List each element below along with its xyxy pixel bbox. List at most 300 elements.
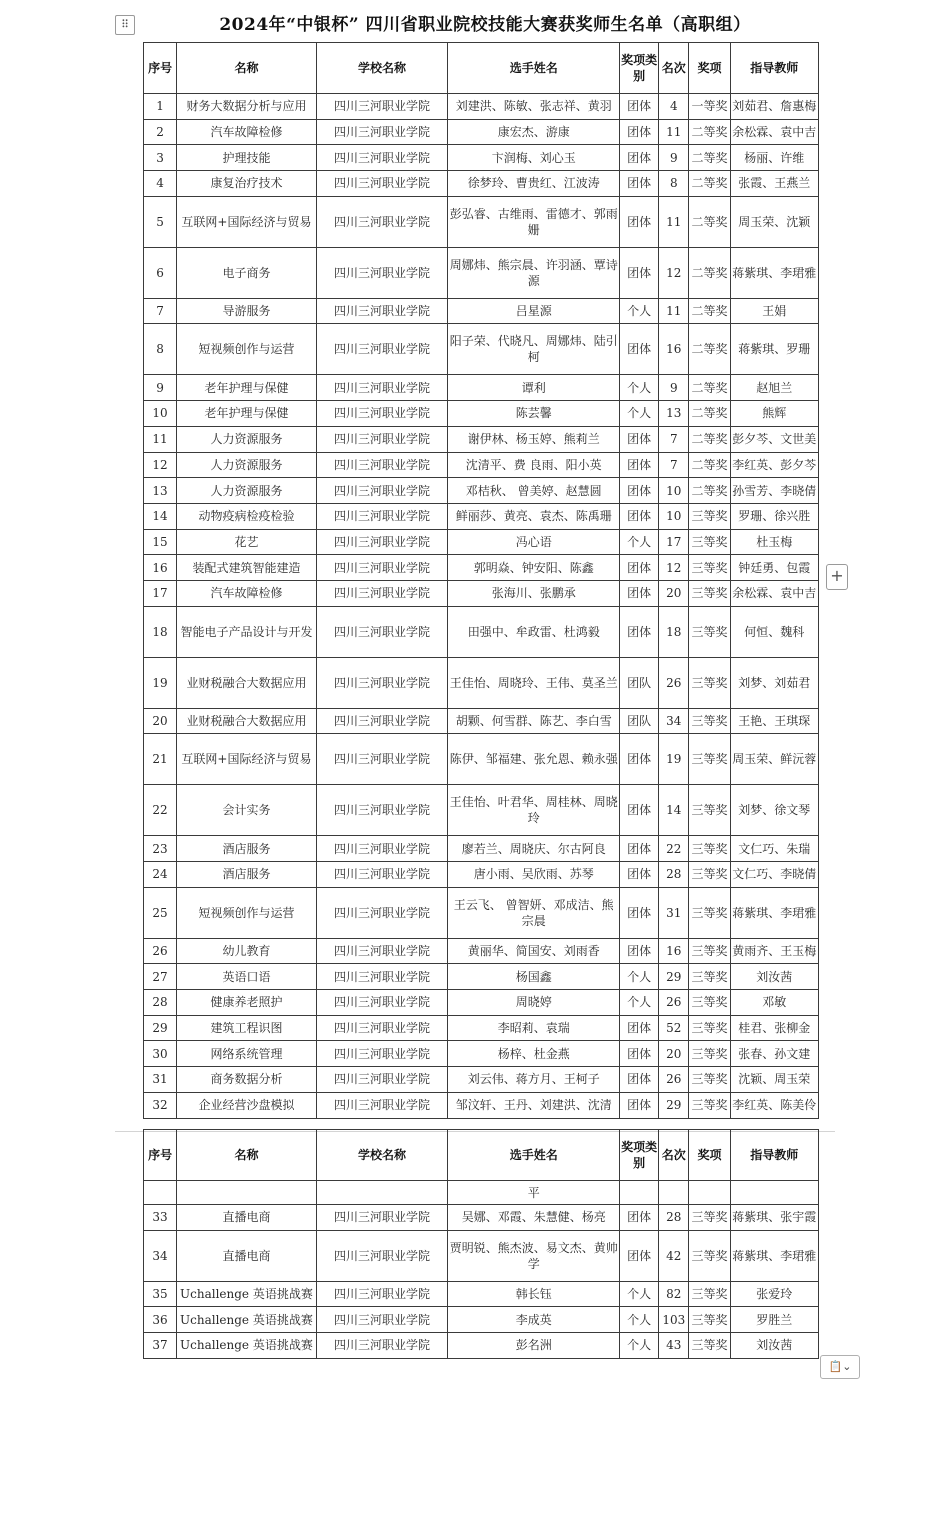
cell-teacher: 孙雪芳、李晓倩	[730, 478, 818, 504]
cell-name: 护理技能	[177, 145, 317, 171]
cell-school: 四川三河职业学院	[316, 1281, 448, 1307]
table-move-handle[interactable]: ⠿	[115, 15, 135, 35]
cell-category: 个人	[620, 990, 659, 1016]
cell-category: 团体	[620, 1015, 659, 1041]
table-row	[144, 426, 819, 452]
cell-award: 二等奖	[689, 145, 730, 171]
cell-category: 团体	[620, 119, 659, 145]
cell-school: 四川三河职业学院	[316, 324, 448, 375]
cell-name: Uchallenge 英语挑战赛	[177, 1333, 317, 1359]
cell-school: 四川三河职业学院	[316, 887, 448, 938]
cell-school: 四川三河职业学院	[316, 478, 448, 504]
cell-rank: 103	[659, 1307, 689, 1333]
cell-category: 团体	[620, 555, 659, 581]
cell-teacher: 黄雨齐、王玉梅	[730, 938, 818, 964]
cell-award: 三等奖	[689, 657, 730, 708]
cell-players: 黄丽华、简国安、刘雨香	[448, 938, 620, 964]
cell-name: 汽车故障检修	[177, 119, 317, 145]
cell-rank: 11	[659, 119, 689, 145]
cell-award: 二等奖	[689, 426, 730, 452]
cell-award: 三等奖	[689, 1333, 730, 1359]
cell-school: 四川三河职业学院	[316, 298, 448, 324]
cell-category: 个人	[620, 401, 659, 427]
cell-category: 团体	[620, 503, 659, 529]
cell-category: 个人	[620, 964, 659, 990]
cell-award: 三等奖	[689, 580, 730, 606]
cell-category: 团体	[620, 1067, 659, 1093]
table-row	[144, 734, 819, 785]
table-row	[144, 1092, 819, 1118]
cell-no: 22	[144, 785, 177, 836]
cell-players: 杨国鑫	[448, 964, 620, 990]
cell-players: 吴娜、邓霞、朱慧健、杨亮	[448, 1205, 620, 1231]
cell-teacher: 文仁巧、朱瑞	[730, 836, 818, 862]
header-rank: 名次	[659, 43, 689, 94]
cell-category: 团队	[620, 708, 659, 734]
cell-name: 酒店服务	[177, 862, 317, 888]
cell-no: 21	[144, 734, 177, 785]
cell-category: 团体	[620, 324, 659, 375]
cell-players: 韩长钰	[448, 1281, 620, 1307]
cell-school: 四川三河职业学院	[316, 119, 448, 145]
table-row	[144, 990, 819, 1016]
cell-rank: 10	[659, 478, 689, 504]
table-row	[144, 1230, 819, 1281]
cell-school: 四川三河职业学院	[316, 171, 448, 197]
header-no: 序号	[144, 1130, 177, 1181]
cell-teacher: 张霞、王燕兰	[730, 171, 818, 197]
cell-rank: 20	[659, 580, 689, 606]
cell-rank: 26	[659, 657, 689, 708]
cell-category: 团体	[620, 1092, 659, 1118]
cell-rank: 16	[659, 324, 689, 375]
cell-no: 3	[144, 145, 177, 171]
cell-award: 三等奖	[689, 964, 730, 990]
cell-players: 刘建洪、陈敏、张志祥、黄羽	[448, 94, 620, 120]
cell-players: 王佳怡、周晓玲、王伟、莫圣兰	[448, 657, 620, 708]
cell-name: 短视频创作与运营	[177, 324, 317, 375]
cell-rank: 34	[659, 708, 689, 734]
add-row-button[interactable]: +	[826, 564, 848, 590]
cell-category: 团体	[620, 1230, 659, 1281]
paste-options-button[interactable]: 📋⌄	[820, 1355, 860, 1379]
cell-category: 团体	[620, 247, 659, 298]
cell-players: 杨梓、杜金燕	[448, 1041, 620, 1067]
cell-no: 34	[144, 1230, 177, 1281]
cell-teacher: 杨丽、许维	[730, 145, 818, 171]
cell-award: 三等奖	[689, 785, 730, 836]
table-row	[144, 324, 819, 375]
cell-school: 四川三河职业学院	[316, 503, 448, 529]
cell-rank: 11	[659, 196, 689, 247]
table-row	[144, 503, 819, 529]
table-row	[144, 708, 819, 734]
cell-teacher: 桂君、张柳金	[730, 1015, 818, 1041]
cell-no: 7	[144, 298, 177, 324]
cell-rank: 28	[659, 862, 689, 888]
cell-teacher: 刘茹君、詹惠梅	[730, 94, 818, 120]
cell-teacher: 沈颖、周玉荣	[730, 1067, 818, 1093]
header-no: 序号	[144, 43, 177, 94]
cell-award: 三等奖	[689, 862, 730, 888]
cell-rank: 13	[659, 401, 689, 427]
cell-school: 四川三河职业学院	[316, 1307, 448, 1333]
cell-rank: 9	[659, 145, 689, 171]
cell-no: 13	[144, 478, 177, 504]
cell-award: 三等奖	[689, 887, 730, 938]
cell-no: 6	[144, 247, 177, 298]
cell-name: 导游服务	[177, 298, 317, 324]
table-row	[144, 555, 819, 581]
cell-name: 会计实务	[177, 785, 317, 836]
table-row	[144, 196, 819, 247]
cell-players: 邓桔秋、 曾美婷、赵慧圆	[448, 478, 620, 504]
cell-name: 装配式建筑智能建造	[177, 555, 317, 581]
cell-players: 徐梦玲、曹贵红、江波涛	[448, 171, 620, 197]
cell-name: 动物疫病检疫检验	[177, 503, 317, 529]
cell-empty	[316, 1181, 448, 1205]
cell-category: 个人	[620, 1307, 659, 1333]
cell-award: 一等奖	[689, 94, 730, 120]
cell-name: 汽车故障检修	[177, 580, 317, 606]
cell-name: 互联网+国际经济与贸易	[177, 734, 317, 785]
cell-players: 李昭莉、袁瑞	[448, 1015, 620, 1041]
cell-category: 个人	[620, 298, 659, 324]
cell-rank: 7	[659, 426, 689, 452]
table-row	[144, 1307, 819, 1333]
award-table-page2	[143, 1129, 819, 1359]
cell-teacher: 王艳、王琪琛	[730, 708, 818, 734]
cell-rank: 7	[659, 452, 689, 478]
cell-name: 直播电商	[177, 1230, 317, 1281]
cell-rank: 12	[659, 555, 689, 581]
cell-empty	[730, 1181, 818, 1205]
cell-category: 团体	[620, 196, 659, 247]
cell-school: 四川三河职业学院	[316, 94, 448, 120]
cell-school: 四川三河职业学院	[316, 938, 448, 964]
header-name: 名称	[177, 43, 317, 94]
cell-school: 四川三河职业学院	[316, 426, 448, 452]
table-row	[144, 785, 819, 836]
cell-category: 团体	[620, 94, 659, 120]
cell-category: 个人	[620, 375, 659, 401]
cell-no: 18	[144, 606, 177, 657]
table-row	[144, 1015, 819, 1041]
header-category: 奖项类别	[620, 43, 659, 94]
cell-no: 19	[144, 657, 177, 708]
cell-players: 廖若兰、周晓庆、尔古阿良	[448, 836, 620, 862]
cell-no: 9	[144, 375, 177, 401]
cell-players: 王佳怡、叶君华、周桂林、周晓玲	[448, 785, 620, 836]
table-row	[144, 657, 819, 708]
cell-teacher: 彭夕芩、文世美	[730, 426, 818, 452]
cell-name: 酒店服务	[177, 836, 317, 862]
cell-players: 吕星源	[448, 298, 620, 324]
cell-award: 二等奖	[689, 119, 730, 145]
cell-players: 张海川、张鹏承	[448, 580, 620, 606]
cell-award: 二等奖	[689, 171, 730, 197]
cell-empty	[689, 1181, 730, 1205]
cell-players: 周娜炜、熊宗晨、许羽涵、覃诗源	[448, 247, 620, 298]
cell-category: 团体	[620, 862, 659, 888]
cell-players: 鲜丽莎、黄亮、袁杰、陈禹珊	[448, 503, 620, 529]
cell-no: 12	[144, 452, 177, 478]
cell-teacher: 蒋紫琪、罗珊	[730, 324, 818, 375]
cell-rank: 19	[659, 734, 689, 785]
cell-name: 健康养老照护	[177, 990, 317, 1016]
cell-rank: 82	[659, 1281, 689, 1307]
cell-name: 花艺	[177, 529, 317, 555]
cell-no: 26	[144, 938, 177, 964]
header-award: 奖项	[689, 43, 730, 94]
table-row	[144, 452, 819, 478]
header-school: 学校名称	[316, 43, 448, 94]
table-row	[144, 171, 819, 197]
cell-rank: 4	[659, 94, 689, 120]
cell-teacher: 余松霖、袁中吉	[730, 119, 818, 145]
cell-name: 英语口语	[177, 964, 317, 990]
cell-school: 四川三河职业学院	[316, 1041, 448, 1067]
cell-category: 团体	[620, 1205, 659, 1231]
table-row	[144, 938, 819, 964]
header-rank: 名次	[659, 1130, 689, 1181]
cell-school: 四川三河职业学院	[316, 1205, 448, 1231]
header-name: 名称	[177, 1130, 317, 1181]
table-row-continued	[144, 1181, 819, 1205]
table-row	[144, 247, 819, 298]
cell-school: 四川三河职业学院	[316, 1230, 448, 1281]
cell-name: Uchallenge 英语挑战赛	[177, 1281, 317, 1307]
cell-rank: 12	[659, 247, 689, 298]
cell-award: 二等奖	[689, 196, 730, 247]
cell-school: 四川三河职业学院	[316, 196, 448, 247]
cell-category: 团体	[620, 426, 659, 452]
cell-players: 沈清平、费 良雨、阳小英	[448, 452, 620, 478]
cell-name: 人力资源服务	[177, 478, 317, 504]
cell-school: 四川三河职业学院	[316, 1333, 448, 1359]
cell-players: 贾明锐、熊杰波、易文杰、黄帅学	[448, 1230, 620, 1281]
cell-category: 个人	[620, 529, 659, 555]
cell-school: 四川三河职业学院	[316, 606, 448, 657]
cell-category: 团队	[620, 657, 659, 708]
cell-school: 四川三河职业学院	[316, 964, 448, 990]
cell-school: 四川三河职业学院	[316, 785, 448, 836]
cell-players: 谢伊林、杨玉婷、熊莉兰	[448, 426, 620, 452]
cell-players-continued: 平	[448, 1181, 620, 1205]
cell-rank: 10	[659, 503, 689, 529]
header-award: 奖项	[689, 1130, 730, 1181]
header-teacher: 指导教师	[730, 43, 818, 94]
cell-players: 彭弘睿、古维雨、雷德才、郭雨姗	[448, 196, 620, 247]
cell-no: 1	[144, 94, 177, 120]
cell-category: 团体	[620, 938, 659, 964]
cell-category: 个人	[620, 1281, 659, 1307]
cell-players: 刘云伟、蒋方月、王柯子	[448, 1067, 620, 1093]
cell-teacher: 文仁巧、李晓倩	[730, 862, 818, 888]
cell-rank: 26	[659, 990, 689, 1016]
cell-players: 陈伊、邹福建、张允恩、赖永强	[448, 734, 620, 785]
cell-teacher: 周玉荣、沈颖	[730, 196, 818, 247]
cell-rank: 11	[659, 298, 689, 324]
cell-name: 业财税融合大数据应用	[177, 708, 317, 734]
cell-no: 24	[144, 862, 177, 888]
cell-teacher: 张爱玲	[730, 1281, 818, 1307]
cell-no: 5	[144, 196, 177, 247]
cell-teacher: 刘梦、徐文琴	[730, 785, 818, 836]
table-row	[144, 606, 819, 657]
cell-name: 人力资源服务	[177, 426, 317, 452]
cell-award: 二等奖	[689, 247, 730, 298]
cell-empty	[144, 1181, 177, 1205]
cell-school: 四川三河职业学院	[316, 836, 448, 862]
table-row	[144, 94, 819, 120]
cell-category: 团体	[620, 171, 659, 197]
cell-teacher: 张春、孙文建	[730, 1041, 818, 1067]
cell-category: 团体	[620, 1041, 659, 1067]
table-row	[144, 862, 819, 888]
cell-no: 11	[144, 426, 177, 452]
cell-award: 三等奖	[689, 734, 730, 785]
cell-rank: 42	[659, 1230, 689, 1281]
cell-name: 商务数据分析	[177, 1067, 317, 1093]
cell-teacher: 余松霖、袁中吉	[730, 580, 818, 606]
cell-no: 4	[144, 171, 177, 197]
cell-school: 四川三河职业学院	[316, 452, 448, 478]
cell-teacher: 邓敏	[730, 990, 818, 1016]
cell-rank: 18	[659, 606, 689, 657]
cell-players: 周晓婷	[448, 990, 620, 1016]
table-row	[144, 478, 819, 504]
cell-rank: 43	[659, 1333, 689, 1359]
cell-teacher: 刘梦、刘茹君	[730, 657, 818, 708]
cell-name: 老年护理与保健	[177, 375, 317, 401]
cell-players: 卞润梅、刘心玉	[448, 145, 620, 171]
cell-players: 郭明焱、钟安阳、陈鑫	[448, 555, 620, 581]
cell-players: 邹汶轩、王丹、刘建洪、沈清	[448, 1092, 620, 1118]
cell-teacher: 王娟	[730, 298, 818, 324]
cell-award: 三等奖	[689, 1067, 730, 1093]
cell-teacher: 周玉荣、鲜沅蓉	[730, 734, 818, 785]
cell-name: 康复治疗技术	[177, 171, 317, 197]
cell-players: 胡颗、何雪群、陈艺、李白雪	[448, 708, 620, 734]
cell-no: 30	[144, 1041, 177, 1067]
cell-school: 四川三河职业学院	[316, 555, 448, 581]
cell-rank: 31	[659, 887, 689, 938]
cell-players: 田强中、牟政雷、杜鸿毅	[448, 606, 620, 657]
cell-empty	[177, 1181, 317, 1205]
cell-rank: 22	[659, 836, 689, 862]
cell-teacher: 蒋紫琪、李珺雅	[730, 1230, 818, 1281]
table-row	[144, 401, 819, 427]
cell-name: 人力资源服务	[177, 452, 317, 478]
table-row	[144, 887, 819, 938]
cell-players: 陈芸馨	[448, 401, 620, 427]
cell-school: 四川三河职业学院	[316, 708, 448, 734]
cell-no: 31	[144, 1067, 177, 1093]
table-row	[144, 580, 819, 606]
cell-no: 2	[144, 119, 177, 145]
cell-school: 四川三河职业学院	[316, 529, 448, 555]
document-title: 2024年“中银杯” 四川省职业院校技能大赛获奖师生名单（高职组）	[219, 15, 751, 35]
cell-category: 团体	[620, 580, 659, 606]
cell-teacher: 钟廷勇、包霞	[730, 555, 818, 581]
cell-players: 王云飞、 曾智妍、邓成洁、熊宗晨	[448, 887, 620, 938]
cell-no: 27	[144, 964, 177, 990]
cell-teacher: 罗珊、徐兴胜	[730, 503, 818, 529]
cell-school: 四川三河职业学院	[316, 1015, 448, 1041]
cell-award: 三等奖	[689, 938, 730, 964]
cell-teacher: 赵旭兰	[730, 375, 818, 401]
cell-award: 三等奖	[689, 1307, 730, 1333]
cell-award: 三等奖	[689, 1015, 730, 1041]
cell-award: 二等奖	[689, 298, 730, 324]
cell-teacher: 杜玉梅	[730, 529, 818, 555]
cell-name: 直播电商	[177, 1205, 317, 1231]
table-row	[144, 298, 819, 324]
cell-award: 三等奖	[689, 1281, 730, 1307]
cell-no: 35	[144, 1281, 177, 1307]
header-school: 学校名称	[316, 1130, 448, 1181]
cell-school: 四川三河职业学院	[316, 657, 448, 708]
cell-no: 8	[144, 324, 177, 375]
cell-no: 33	[144, 1205, 177, 1231]
cell-teacher: 蒋紫琪、张宇霞	[730, 1205, 818, 1231]
cell-no: 15	[144, 529, 177, 555]
cell-teacher: 熊辉	[730, 401, 818, 427]
cell-category: 团体	[620, 836, 659, 862]
cell-award: 二等奖	[689, 452, 730, 478]
cell-players: 彭名洲	[448, 1333, 620, 1359]
table-row	[144, 836, 819, 862]
cell-no: 25	[144, 887, 177, 938]
cell-award: 三等奖	[689, 606, 730, 657]
cell-teacher: 何恒、魏科	[730, 606, 818, 657]
cell-name: Uchallenge 英语挑战赛	[177, 1307, 317, 1333]
cell-rank: 20	[659, 1041, 689, 1067]
cell-award: 三等奖	[689, 708, 730, 734]
cell-no: 23	[144, 836, 177, 862]
cell-award: 三等奖	[689, 1041, 730, 1067]
cell-school: 四川三河职业学院	[316, 401, 448, 427]
cell-award: 二等奖	[689, 375, 730, 401]
cell-category: 团体	[620, 145, 659, 171]
cell-no: 16	[144, 555, 177, 581]
cell-school: 四川三河职业学院	[316, 375, 448, 401]
table-row	[144, 119, 819, 145]
cell-no: 10	[144, 401, 177, 427]
cell-award: 二等奖	[689, 478, 730, 504]
cell-players: 谭利	[448, 375, 620, 401]
header-players: 选手姓名	[448, 1130, 620, 1181]
table-row	[144, 1041, 819, 1067]
cell-category: 团体	[620, 785, 659, 836]
cell-category: 团体	[620, 734, 659, 785]
table-row	[144, 375, 819, 401]
cell-no: 37	[144, 1333, 177, 1359]
cell-players: 阳子荣、代晓凡、周娜炜、陆引柯	[448, 324, 620, 375]
cell-empty	[620, 1181, 659, 1205]
cell-rank: 17	[659, 529, 689, 555]
cell-name: 幼儿教育	[177, 938, 317, 964]
cell-name: 网络系统管理	[177, 1041, 317, 1067]
cell-award: 三等奖	[689, 503, 730, 529]
table-row	[144, 1205, 819, 1231]
cell-no: 28	[144, 990, 177, 1016]
cell-school: 四川三河职业学院	[316, 862, 448, 888]
cell-name: 老年护理与保健	[177, 401, 317, 427]
cell-award: 二等奖	[689, 401, 730, 427]
cell-award: 三等奖	[689, 1092, 730, 1118]
